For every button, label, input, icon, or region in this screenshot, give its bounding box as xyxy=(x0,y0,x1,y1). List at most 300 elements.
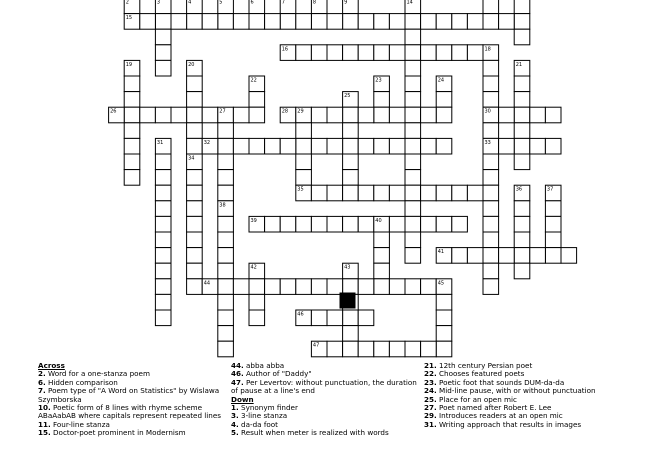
grid-cell[interactable] xyxy=(436,14,452,30)
grid-cell[interactable] xyxy=(514,29,530,45)
cell-number: 8 xyxy=(312,0,317,6)
grid-cell[interactable] xyxy=(218,263,234,279)
grid-cell[interactable] xyxy=(249,279,265,295)
grid-cell[interactable] xyxy=(514,0,530,14)
grid-cell[interactable] xyxy=(358,216,374,232)
clue-number: 46. xyxy=(231,369,244,379)
clue-item xyxy=(424,421,639,429)
grid-cell[interactable] xyxy=(187,123,203,139)
clue-text: Synonym finder xyxy=(238,403,298,413)
cell-number: 5 xyxy=(219,0,223,6)
grid-cell[interactable] xyxy=(218,216,234,232)
grid-cell[interactable] xyxy=(514,92,530,108)
grid-cell[interactable] xyxy=(545,216,561,232)
grid-cell[interactable] xyxy=(343,279,359,295)
grid-cell[interactable] xyxy=(530,138,546,154)
grid-cell[interactable] xyxy=(405,170,421,186)
clue-number: 15. xyxy=(38,428,51,438)
cell-number: 6 xyxy=(250,0,254,6)
grid-cell[interactable] xyxy=(405,29,421,45)
grid-cell[interactable] xyxy=(389,138,405,154)
clue-number: 1. xyxy=(231,403,239,413)
grid-cell[interactable] xyxy=(483,201,499,217)
grid-cell[interactable] xyxy=(483,14,499,30)
grid-cell[interactable] xyxy=(358,45,374,61)
grid-cell[interactable] xyxy=(311,107,327,123)
grid-cell[interactable] xyxy=(436,92,452,108)
clue-text: Poetic form of 8 lines with rhyme scheme ABaAabAB where capitals represent repeated lines xyxy=(38,403,222,421)
clue-text: Per Levertov: without punctuation, the duration of pause at a line's end xyxy=(231,377,417,396)
clue-number: 10. xyxy=(38,403,51,413)
cell-number: 47 xyxy=(312,342,320,349)
grid-cell[interactable] xyxy=(421,14,437,30)
clue-number: 29. xyxy=(424,411,437,421)
clue-number: 23. xyxy=(424,377,437,387)
grid-cell[interactable] xyxy=(233,107,249,123)
clue-number: 47. xyxy=(231,377,244,387)
clue-number: 31. xyxy=(424,419,437,429)
grid-cell[interactable] xyxy=(405,123,421,139)
grid-cell[interactable] xyxy=(202,107,218,123)
cell-number: 40 xyxy=(375,217,382,224)
grid-cell[interactable] xyxy=(374,232,390,248)
grid-cell[interactable] xyxy=(389,216,405,232)
grid-cell[interactable] xyxy=(187,107,203,123)
grid-cell[interactable] xyxy=(499,248,515,264)
grid-cell[interactable] xyxy=(514,14,530,30)
grid-cell[interactable] xyxy=(296,138,312,154)
grid-cell[interactable] xyxy=(452,248,468,264)
grid-cell[interactable] xyxy=(514,263,530,279)
grid-cell[interactable] xyxy=(311,185,327,201)
grid-cell[interactable] xyxy=(343,138,359,154)
grid-cell[interactable] xyxy=(389,341,405,357)
grid-cell[interactable] xyxy=(187,92,203,108)
grid-cell[interactable] xyxy=(343,170,359,186)
grid-cell[interactable] xyxy=(405,185,421,201)
grid-cell[interactable] xyxy=(218,170,234,186)
black-square xyxy=(340,293,355,308)
grid-cell[interactable] xyxy=(374,279,390,295)
grid-cell[interactable] xyxy=(374,45,390,61)
cell-number: 29 xyxy=(297,108,304,115)
grid-cell[interactable] xyxy=(155,154,171,170)
grid-cell[interactable] xyxy=(374,138,390,154)
grid-cell[interactable] xyxy=(155,279,171,295)
grid-cell[interactable] xyxy=(327,216,343,232)
grid-cell[interactable] xyxy=(155,185,171,201)
grid-cell[interactable] xyxy=(405,232,421,248)
clue-item xyxy=(38,387,226,404)
grid-cell[interactable] xyxy=(155,248,171,264)
grid-cell[interactable] xyxy=(171,14,187,30)
grid-cell[interactable] xyxy=(405,92,421,108)
grid-cell[interactable] xyxy=(343,310,359,326)
grid-cell[interactable] xyxy=(265,279,281,295)
grid-cell[interactable] xyxy=(405,14,421,30)
grid-cell[interactable] xyxy=(374,92,390,108)
grid-cell[interactable] xyxy=(358,341,374,357)
grid-cell[interactable] xyxy=(327,310,343,326)
grid-cell[interactable] xyxy=(296,170,312,186)
grid-cell[interactable] xyxy=(405,154,421,170)
grid-cell[interactable] xyxy=(436,341,452,357)
across-clue-list xyxy=(38,370,226,437)
grid-cell[interactable] xyxy=(436,326,452,342)
grid-cell[interactable] xyxy=(155,216,171,232)
grid-cell[interactable] xyxy=(374,341,390,357)
grid-cell[interactable] xyxy=(436,45,452,61)
grid-cell[interactable] xyxy=(187,170,203,186)
grid-cell[interactable] xyxy=(280,138,296,154)
grid-cell[interactable] xyxy=(311,279,327,295)
grid-cell[interactable] xyxy=(514,154,530,170)
clue-text: Introduces readers at an open mic xyxy=(436,411,563,421)
grid-cell[interactable] xyxy=(545,232,561,248)
grid-cell[interactable] xyxy=(374,107,390,123)
clue-text: Chooses featured poets xyxy=(436,369,525,379)
grid-cell[interactable] xyxy=(405,60,421,76)
clue-number: 22. xyxy=(424,369,437,379)
grid-cell[interactable] xyxy=(311,45,327,61)
grid-cell[interactable] xyxy=(514,107,530,123)
grid-cell[interactable] xyxy=(421,45,437,61)
cell-number: 18 xyxy=(484,46,491,53)
grid-cell[interactable] xyxy=(171,107,187,123)
grid-cell[interactable] xyxy=(374,248,390,264)
clue-text: Place for an open mic xyxy=(436,394,517,404)
grid-cell[interactable] xyxy=(249,14,265,30)
grid-cell[interactable] xyxy=(483,170,499,186)
grid-cell[interactable] xyxy=(218,248,234,264)
grid-cell[interactable] xyxy=(187,201,203,217)
grid-cell[interactable] xyxy=(358,185,374,201)
cell-number: 43 xyxy=(344,264,351,271)
grid-cell[interactable] xyxy=(187,279,203,295)
grid-cell[interactable] xyxy=(545,138,561,154)
grid-cell[interactable] xyxy=(499,138,515,154)
clue-item xyxy=(231,429,419,437)
grid-cell[interactable] xyxy=(421,138,437,154)
clue-text: Poet named after Robert E. Lee xyxy=(436,403,552,413)
grid-cell[interactable] xyxy=(545,107,561,123)
grid-cell[interactable] xyxy=(467,14,483,30)
down-heading: Down xyxy=(231,394,254,404)
cell-number: 42 xyxy=(250,264,257,271)
grid-cell[interactable] xyxy=(405,45,421,61)
grid-cell[interactable] xyxy=(452,14,468,30)
grid-cell[interactable] xyxy=(421,107,437,123)
grid-cell[interactable] xyxy=(124,170,140,186)
grid-cell[interactable] xyxy=(249,92,265,108)
clue-item xyxy=(38,429,226,437)
grid-cell[interactable] xyxy=(124,76,140,92)
grid-cell[interactable] xyxy=(483,60,499,76)
grid-cell[interactable] xyxy=(218,294,234,310)
grid-cell[interactable] xyxy=(483,92,499,108)
grid-cell[interactable] xyxy=(405,216,421,232)
clue-text: Writing approach that results in images xyxy=(436,419,582,429)
grid-cell[interactable] xyxy=(545,248,561,264)
grid-cell[interactable] xyxy=(124,107,140,123)
grid-cell[interactable] xyxy=(124,154,140,170)
grid-cell[interactable] xyxy=(327,45,343,61)
cell-number: 32 xyxy=(203,139,211,146)
cell-number: 41 xyxy=(437,249,445,256)
grid-cell[interactable] xyxy=(499,107,515,123)
grid-cell[interactable] xyxy=(265,216,281,232)
grid-cell[interactable] xyxy=(311,310,327,326)
cell-number: 21 xyxy=(515,61,523,68)
grid-cell[interactable] xyxy=(155,60,171,76)
grid-cell[interactable] xyxy=(514,248,530,264)
grid-cell[interactable] xyxy=(187,263,203,279)
grid-cell[interactable] xyxy=(343,185,359,201)
grid-cell[interactable] xyxy=(483,154,499,170)
grid-cell[interactable] xyxy=(343,14,359,30)
grid-cell[interactable] xyxy=(296,154,312,170)
cell-number: 37 xyxy=(546,186,554,193)
cell-number: 36 xyxy=(515,186,523,193)
grid-cell[interactable] xyxy=(218,185,234,201)
grid-cell[interactable] xyxy=(296,14,312,30)
cell-number: 26 xyxy=(110,108,117,115)
grid-cell[interactable] xyxy=(233,138,249,154)
grid-cell[interactable] xyxy=(358,279,374,295)
grid-cell[interactable] xyxy=(296,123,312,139)
grid-cell[interactable] xyxy=(343,107,359,123)
grid-cell[interactable] xyxy=(202,14,218,30)
grid-cell[interactable] xyxy=(483,76,499,92)
grid-cell[interactable] xyxy=(530,248,546,264)
grid-cell[interactable] xyxy=(374,14,390,30)
grid-cell[interactable] xyxy=(187,248,203,264)
grid-cell[interactable] xyxy=(405,76,421,92)
grid-cell[interactable] xyxy=(187,185,203,201)
grid-cell[interactable] xyxy=(218,138,234,154)
grid-cell[interactable] xyxy=(483,123,499,139)
clue-number: 4. xyxy=(231,419,239,429)
clue-text: Four-line stanza xyxy=(50,419,110,429)
grid-cell[interactable] xyxy=(389,185,405,201)
grid-cell[interactable] xyxy=(265,138,281,154)
cell-number: 27 xyxy=(219,108,226,115)
grid-cell[interactable] xyxy=(155,201,171,217)
grid-cell[interactable] xyxy=(155,232,171,248)
grid-cell[interactable] xyxy=(218,310,234,326)
grid-cell[interactable] xyxy=(483,185,499,201)
grid-cell[interactable] xyxy=(218,326,234,342)
grid-cell[interactable] xyxy=(218,232,234,248)
grid-cell[interactable] xyxy=(280,216,296,232)
cell-number: 23 xyxy=(375,77,382,84)
grid-cell[interactable] xyxy=(218,341,234,357)
grid-cell[interactable] xyxy=(296,45,312,61)
grid-cell[interactable] xyxy=(358,310,374,326)
grid-cell[interactable] xyxy=(483,279,499,295)
middle-clues-column xyxy=(231,362,419,438)
grid-cell[interactable] xyxy=(187,14,203,30)
grid-cell[interactable] xyxy=(311,216,327,232)
grid-cell[interactable] xyxy=(436,185,452,201)
grid-cell[interactable] xyxy=(514,232,530,248)
grid-cell[interactable] xyxy=(405,279,421,295)
grid-cell[interactable] xyxy=(218,154,234,170)
grid-cell[interactable] xyxy=(421,279,437,295)
grid-cell[interactable] xyxy=(218,123,234,139)
grid-cell[interactable] xyxy=(452,216,468,232)
grid-cell[interactable] xyxy=(421,185,437,201)
grid-cell[interactable] xyxy=(140,107,156,123)
grid-cell[interactable] xyxy=(514,138,530,154)
grid-cell[interactable] xyxy=(514,76,530,92)
clue-text: Mid-line pause, with or without punctuation xyxy=(436,386,596,396)
grid-cell[interactable] xyxy=(327,14,343,30)
grid-cell[interactable] xyxy=(218,14,234,30)
clue-text: da-da foot xyxy=(238,419,278,429)
grid-cell[interactable] xyxy=(358,14,374,30)
grid-cell[interactable] xyxy=(311,14,327,30)
grid-cell[interactable] xyxy=(405,107,421,123)
grid-cell[interactable] xyxy=(545,201,561,217)
grid-cell[interactable] xyxy=(467,248,483,264)
clue-item xyxy=(38,404,226,421)
grid-cell[interactable] xyxy=(311,138,327,154)
grid-cell[interactable] xyxy=(405,248,421,264)
grid-cell[interactable] xyxy=(421,216,437,232)
grid-cell[interactable] xyxy=(187,138,203,154)
grid-cell[interactable] xyxy=(187,232,203,248)
grid-cell[interactable] xyxy=(436,107,452,123)
grid-cell[interactable] xyxy=(233,279,249,295)
grid-cell[interactable] xyxy=(249,107,265,123)
cell-number: 15 xyxy=(125,15,133,22)
grid-cell[interactable] xyxy=(343,45,359,61)
grid-cell[interactable] xyxy=(249,294,265,310)
clue-text: Doctor-poet prominent in Modernism xyxy=(50,428,186,438)
grid-cell[interactable] xyxy=(155,45,171,61)
grid-cell[interactable] xyxy=(389,14,405,30)
grid-cell[interactable] xyxy=(452,45,468,61)
grid-cell[interactable] xyxy=(514,216,530,232)
grid-cell[interactable] xyxy=(389,45,405,61)
grid-cell[interactable] xyxy=(249,310,265,326)
grid-cell[interactable] xyxy=(233,14,249,30)
grid-cell[interactable] xyxy=(514,201,530,217)
grid-cell[interactable] xyxy=(389,107,405,123)
grid-cell[interactable] xyxy=(436,138,452,154)
grid-cell[interactable] xyxy=(343,154,359,170)
grid-cell[interactable] xyxy=(514,123,530,139)
grid-cell[interactable] xyxy=(343,123,359,139)
grid-cell[interactable] xyxy=(296,279,312,295)
grid-cell[interactable] xyxy=(374,263,390,279)
grid-cell[interactable] xyxy=(124,92,140,108)
cell-number: 25 xyxy=(344,93,351,100)
cell-number: 24 xyxy=(437,77,445,84)
grid-cell[interactable] xyxy=(483,0,499,14)
grid-cell[interactable] xyxy=(343,216,359,232)
cell-number: 16 xyxy=(281,46,289,53)
grid-cell[interactable] xyxy=(187,76,203,92)
grid-cell[interactable] xyxy=(343,326,359,342)
grid-cell[interactable] xyxy=(280,14,296,30)
grid-cell[interactable] xyxy=(327,107,343,123)
grid-cell[interactable] xyxy=(467,45,483,61)
grid-cell[interactable] xyxy=(155,310,171,326)
grid-cell[interactable] xyxy=(124,123,140,139)
clue-number: 7. xyxy=(38,386,46,396)
grid-cell[interactable] xyxy=(358,138,374,154)
grid-cell[interactable] xyxy=(155,263,171,279)
cell-number: 14 xyxy=(406,0,413,6)
grid-cell[interactable] xyxy=(483,248,499,264)
grid-cell[interactable] xyxy=(327,138,343,154)
grid-cell[interactable] xyxy=(421,341,437,357)
grid-cell[interactable] xyxy=(405,341,421,357)
grid-cell[interactable] xyxy=(249,138,265,154)
cell-number: 45 xyxy=(437,280,445,287)
clue-text: Poem type of "A Word on Statistics" by Wislawa Szymborska xyxy=(38,386,220,404)
clue-text: Author of "Daddy" xyxy=(243,369,312,379)
grid-cell[interactable] xyxy=(561,248,577,264)
grid-cell[interactable] xyxy=(405,201,421,217)
across-clues-column xyxy=(38,362,226,438)
grid-cell[interactable] xyxy=(327,185,343,201)
grid-cell[interactable] xyxy=(327,341,343,357)
clue-text: Result when meter is realized with words xyxy=(238,428,389,438)
grid-cell[interactable] xyxy=(389,279,405,295)
grid-cell[interactable] xyxy=(265,14,281,30)
grid-cell[interactable] xyxy=(499,14,515,30)
cell-number: 4 xyxy=(188,0,192,6)
cell-number: 22 xyxy=(250,77,257,84)
grid-cell[interactable] xyxy=(140,14,156,30)
grid-cell[interactable] xyxy=(483,232,499,248)
grid-cell[interactable] xyxy=(358,107,374,123)
clue-number: 5. xyxy=(231,428,239,438)
clue-text: 12th century Persian poet xyxy=(436,361,533,370)
grid-cell[interactable] xyxy=(436,310,452,326)
grid-cell[interactable] xyxy=(483,263,499,279)
grid-cell[interactable] xyxy=(452,185,468,201)
grid-cell[interactable] xyxy=(436,294,452,310)
grid-cell[interactable] xyxy=(530,107,546,123)
grid-cell[interactable] xyxy=(155,107,171,123)
grid-cell[interactable] xyxy=(218,279,234,295)
grid-cell[interactable] xyxy=(155,294,171,310)
grid-cell[interactable] xyxy=(483,216,499,232)
grid-cell[interactable] xyxy=(405,138,421,154)
clue-number: 21. xyxy=(424,361,437,370)
clue-number: 6. xyxy=(38,377,46,387)
grid-cell[interactable] xyxy=(343,341,359,357)
cell-number: 38 xyxy=(219,202,226,209)
grid-cell[interactable] xyxy=(155,14,171,30)
grid-cell[interactable] xyxy=(155,29,171,45)
grid-cell[interactable] xyxy=(280,279,296,295)
grid-cell[interactable] xyxy=(436,216,452,232)
grid-cell[interactable] xyxy=(124,138,140,154)
cell-number: 46 xyxy=(297,311,304,318)
grid-cell[interactable] xyxy=(467,185,483,201)
grid-cell[interactable] xyxy=(155,170,171,186)
grid-cell[interactable] xyxy=(327,279,343,295)
clue-number: 11. xyxy=(38,419,51,429)
grid-cell[interactable] xyxy=(374,185,390,201)
grid-cell[interactable] xyxy=(296,216,312,232)
grid-cell[interactable] xyxy=(187,216,203,232)
